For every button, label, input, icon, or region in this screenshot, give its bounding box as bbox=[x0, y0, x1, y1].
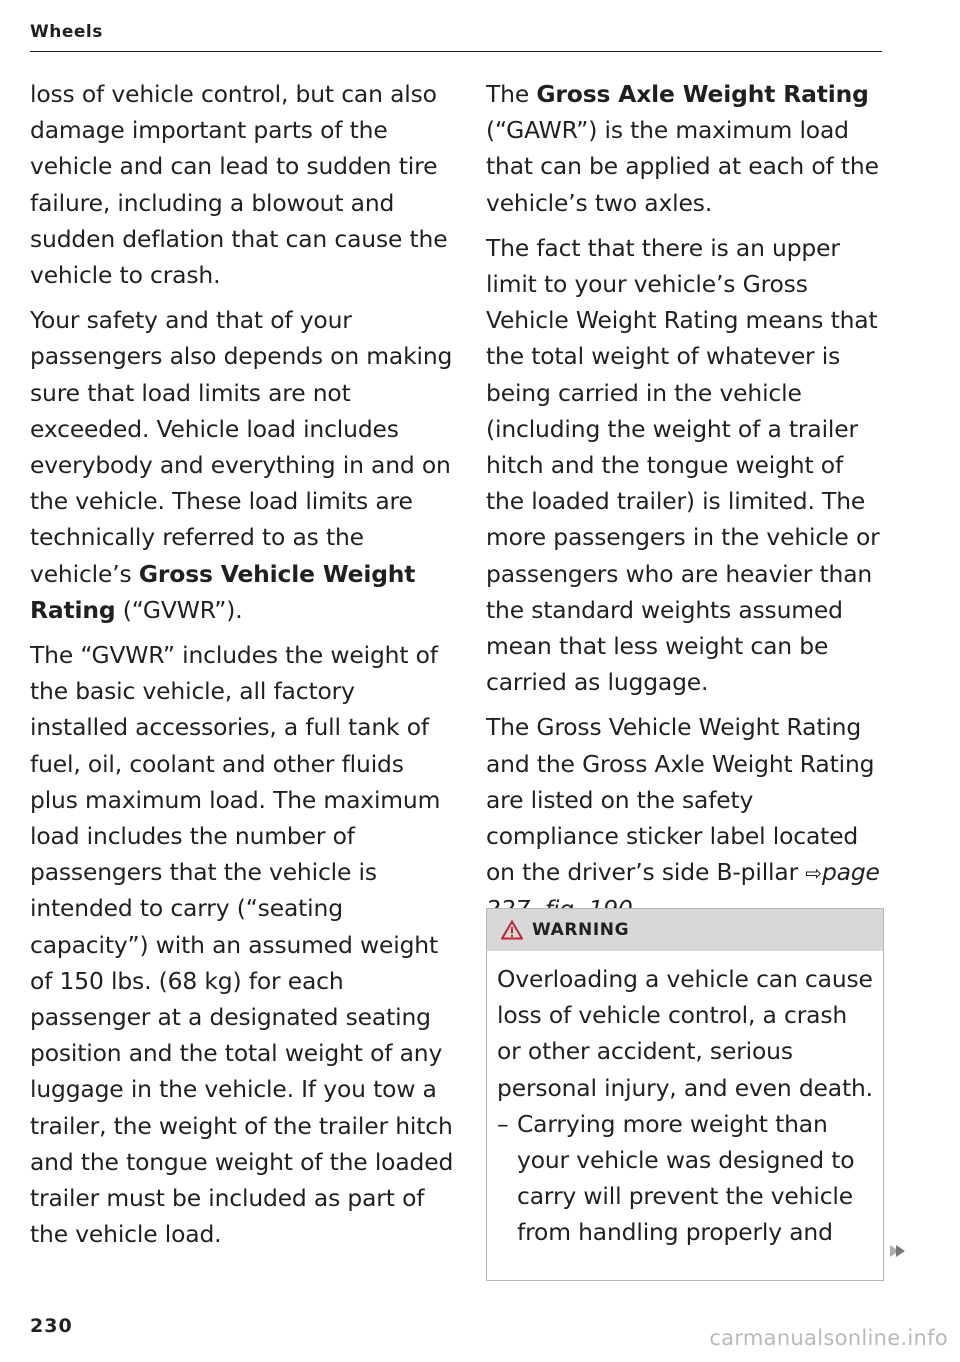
page-number: 230 bbox=[30, 1315, 73, 1337]
warning-box bbox=[486, 908, 884, 1281]
header-rule bbox=[30, 51, 882, 52]
text-span: (“GVWR”). bbox=[115, 595, 243, 624]
page-reference-link[interactable]: page bbox=[821, 858, 880, 887]
warning-bullet bbox=[497, 1106, 873, 1251]
warning-triangle-icon bbox=[501, 920, 523, 940]
text-span: The Gross Vehicle Weight Rating and the Gross Axle Weight Rating are listed on the safety compliance sticker label located on the driver’s side B-pillar bbox=[486, 713, 875, 887]
term-gawr: Gross Axle Weight Rating bbox=[536, 80, 869, 108]
text-span: The bbox=[486, 80, 537, 108]
text-span: Your safety and that of your passengers also depends on making sure that load limits are not exceeded. Vehicle load includes everybody and everything in and on the vehicle. These load limits are technically referred to as the vehicle’s bbox=[30, 306, 453, 588]
right-paragraph-1 bbox=[486, 76, 882, 221]
left-paragraph-2 bbox=[30, 302, 455, 628]
continue-arrow-icon-2 bbox=[896, 1245, 905, 1257]
right-paragraph-2: The fact that there is an upper limit to your vehicle’s Gross Vehicle Weight Rating means that the total weight of whatever is being carried in the vehicle (including the weight of a trailer hitch and the tongue weight of the loaded trailer) is limited. The more passengers in the vehicle or passengers who are heavier than the standard weights assumed mean that less weight can be carried as luggage. bbox=[486, 233, 880, 697]
warning-body bbox=[487, 951, 883, 1251]
left-paragraph-1: loss of vehicle control, but can also damage important parts of the vehicle and can lead to sudden tire failure, including a blowout and sudden deflation that can cause the vehicle to crash. bbox=[30, 80, 448, 290]
text-span: (“GAWR”) is the maximum load that can be applied at each of the vehicle’s two axles. bbox=[486, 116, 879, 217]
watermark: carmanualsonline.info bbox=[709, 1326, 948, 1350]
warning-header bbox=[487, 909, 883, 951]
right-column bbox=[486, 76, 882, 937]
warning-label: WARNING bbox=[532, 920, 630, 940]
warning-paragraph: Overloading a vehicle can cause loss of vehicle control, a crash or other accident, serious personal injury, and even death. bbox=[497, 965, 873, 1102]
left-paragraph-3: The “GVWR” includes the weight of the basic vehicle, all factory installed accessories, a full tank of fuel, oil, coolant and other fluids plus maximum load. The maximum load includes the number of passengers that the vehicle is intended to carry (“seating capacity”) with an assumed weight of 150 lbs. (68 kg) for each passenger at a designated seating position and the total weight of any luggage in the vehicle. If you tow a trailer, the weight of the trailer hitch and the tongue weight of the loaded trailer must be included as part of the vehicle load. bbox=[30, 641, 454, 1249]
right-paragraph-3 bbox=[486, 709, 882, 927]
bullet-dash: – bbox=[497, 1109, 509, 1138]
left-column bbox=[30, 76, 455, 1262]
page-header: Wheels bbox=[30, 22, 103, 42]
term-gvwr: Gross Vehicle Weight Rating bbox=[30, 559, 416, 624]
reference-arrow-icon: ⇨ bbox=[805, 861, 822, 886]
warning-bullet-text: Carrying more weight than your vehicle was designed to carry will prevent the vehicle from handling properly and bbox=[517, 1109, 855, 1247]
